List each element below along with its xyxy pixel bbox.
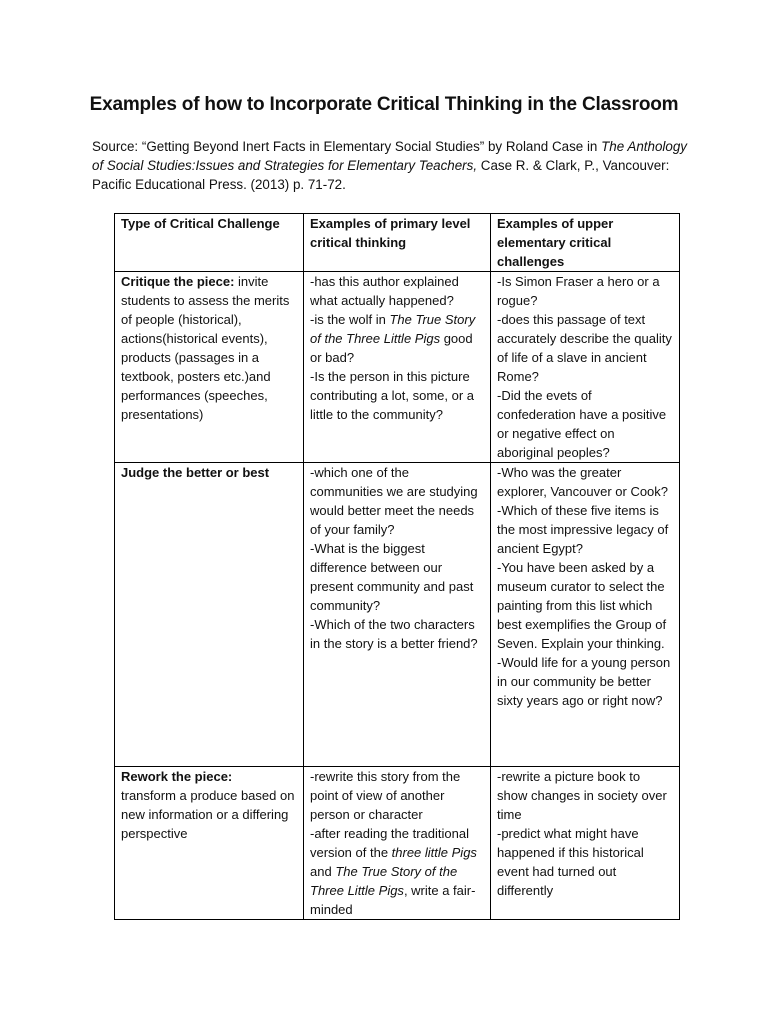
table-row bbox=[115, 767, 680, 920]
primary-example-text: good or bad? bbox=[310, 331, 473, 365]
primary-example-text: , write a fair-minded bbox=[310, 883, 476, 917]
critical-thinking-table bbox=[114, 213, 680, 920]
type-description: invite students to assess the merits of people (historical), actions(historical events), products (passages in a textbook, posters etc.)and performances (speeches, presentations) bbox=[121, 274, 290, 422]
primary-example: -which one of the communities we are studying would better meet the needs of your family? bbox=[310, 465, 478, 537]
upper-example: -Would life for a young person in our community be better sixty years ago or right now? bbox=[497, 655, 671, 708]
upper-cell bbox=[491, 463, 680, 767]
upper-example: -Who was the greater explorer, Vancouver or Cook? bbox=[497, 465, 669, 499]
type-title: Judge the better or best bbox=[121, 465, 270, 480]
source-publication: Case R. & Clark, P., Vancouver: Pacific Educational Press. (2013) p. 71-72. bbox=[92, 158, 670, 192]
type-cell bbox=[115, 463, 304, 767]
primary-example: -What is the biggest difference between our present community and past community? bbox=[310, 541, 474, 613]
upper-example: -rewrite a picture book to show changes in society over time bbox=[497, 769, 667, 822]
primary-example: -Which of the two characters in the story is a better friend? bbox=[310, 617, 478, 651]
type-description: transform a produce based on new information or a differing perspective bbox=[121, 788, 295, 841]
header-primary: Examples of primary level critical thinking bbox=[304, 214, 491, 272]
primary-cell bbox=[304, 272, 491, 463]
primary-example bbox=[310, 824, 485, 919]
upper-example: -You have been asked by a museum curator to select the painting from this list which best exemplifies the Group of Seven. Explain your thinking. bbox=[497, 560, 667, 651]
page-title: Examples of how to Incorporate Critical Thinking in the Classroom bbox=[89, 94, 679, 115]
header-type: Type of Critical Challenge bbox=[115, 214, 304, 272]
upper-example: -predict what might have happened if this historical event had turned out differently bbox=[497, 826, 644, 898]
type-cell bbox=[115, 272, 304, 463]
table-row bbox=[115, 272, 680, 463]
primary-example: -has this author explained what actually happened? bbox=[310, 274, 459, 308]
primary-cell bbox=[304, 767, 491, 920]
primary-example: -rewrite this story from the point of view of another person or character bbox=[310, 769, 461, 822]
type-cell bbox=[115, 767, 304, 920]
source-book-title: The Anthology of Social Studies:Issues and Strategies for Elementary Teachers, bbox=[92, 139, 687, 173]
upper-example: -Which of these five items is the most impressive legacy of ancient Egypt? bbox=[497, 503, 669, 556]
source-article: “Getting Beyond Inert Facts in Elementary Social Studies” by Roland Case in bbox=[141, 139, 602, 154]
type-title: Critique the piece: bbox=[121, 274, 235, 289]
upper-example: -Did the evets of confederation have a positive or negative effect on aboriginal peoples? bbox=[497, 388, 667, 460]
primary-example-text: and bbox=[310, 864, 336, 879]
upper-example: -Is Simon Fraser a hero or a rogue? bbox=[497, 274, 660, 308]
type-title: Rework the piece: bbox=[121, 769, 233, 784]
primary-example-text: -after reading the traditional version of the bbox=[310, 826, 469, 860]
upper-cell bbox=[491, 272, 680, 463]
table-header-row bbox=[115, 214, 680, 272]
primary-cell bbox=[304, 463, 491, 767]
primary-example-book-title: The True Story of the Three Little Pigs bbox=[310, 312, 476, 346]
primary-example-book-title: The True Story of the Three Little Pigs bbox=[310, 864, 458, 898]
table-row bbox=[115, 463, 680, 767]
primary-example-book-title: three little Pigs bbox=[391, 845, 477, 860]
upper-example: -does this passage of text accurately describe the quality of life of a slave in ancient Rome? bbox=[497, 312, 672, 384]
primary-example bbox=[310, 310, 485, 367]
primary-example-text: -is the wolf in bbox=[310, 312, 390, 327]
primary-example: -Is the person in this picture contributing a lot, some, or a little to the community? bbox=[310, 369, 475, 422]
header-upper: Examples of upper elementary critical challenges bbox=[491, 214, 680, 272]
upper-cell bbox=[491, 767, 680, 920]
source-citation bbox=[92, 137, 692, 194]
source-label: Source: bbox=[92, 139, 142, 154]
